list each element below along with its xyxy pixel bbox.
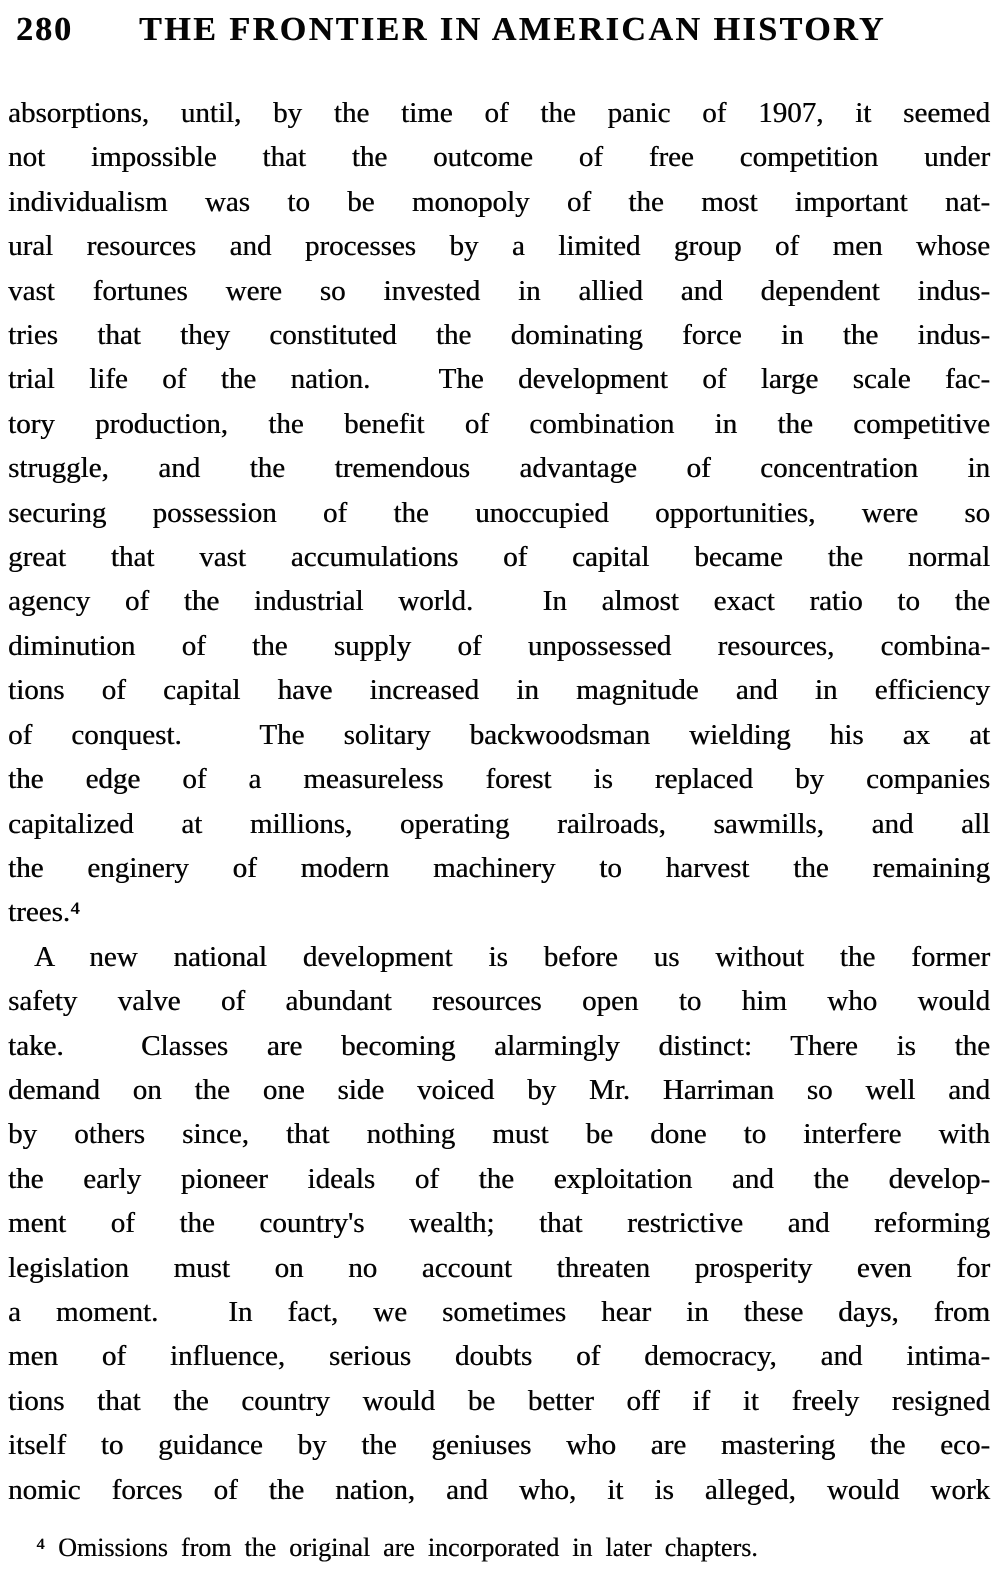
text-line: the edge of a measureless forest is replaced by companies — [8, 763, 990, 796]
body-text — [0, 91, 1000, 1512]
text-line: of conquest. The solitary backwoodsman wielding his ax at — [8, 718, 990, 751]
text-line: ment of the country's wealth; that restrictive and reforming — [8, 1207, 990, 1240]
footnote-text: ⁴ Omissions from the original are incorporated in later chapters. — [36, 1533, 758, 1562]
text-line: trial life of the nation. The development of large scale fac- — [8, 363, 990, 396]
text-line: absorptions, until, by the time of the panic of 1907, it seemed — [8, 97, 990, 129]
text-line: by others since, that nothing must be done to interfere with — [8, 1118, 990, 1151]
text-line: not impossible that the outcome of free competition under — [8, 141, 990, 174]
text-line: diminution of the supply of unpossessed resources, combina- — [8, 629, 990, 662]
text-line: agency of the industrial world. In almost exact ratio to the — [8, 585, 990, 618]
footnote — [0, 1532, 1000, 1564]
text-line: great that vast accumulations of capital became the normal — [8, 541, 990, 574]
text-line: tory production, the benefit of combination in the competitive — [8, 407, 990, 440]
text-line: A new national development is before us without the former — [34, 940, 990, 973]
text-line: the enginery of modern machinery to harvest the remaining — [8, 851, 990, 884]
text-line: safety valve of abundant resources open to him who would — [8, 985, 990, 1018]
text-line: struggle, and the tremendous advantage of concentration in — [8, 452, 990, 485]
page-number: 280 — [16, 11, 73, 48]
text-line: capitalized at millions, operating railroads, sawmills, and all — [8, 807, 990, 840]
text-line: individualism was to be monopoly of the most important nat- — [8, 185, 990, 218]
text-line: demand on the one side voiced by Mr. Harriman so well and — [8, 1073, 990, 1106]
text-line: take. Classes are becoming alarmingly distinct: There is the — [8, 1029, 990, 1062]
text-line: a moment. In fact, we sometimes hear in these days, from — [8, 1295, 990, 1328]
text-line: tions of capital have increased in magnitude and in efficiency — [8, 674, 990, 707]
text-line: men of influence, serious doubts of democracy, and intima- — [8, 1340, 990, 1373]
paragraph-1 — [8, 91, 990, 935]
text-line: itself to guidance by the geniuses who are mastering the eco- — [8, 1429, 990, 1462]
text-line: tions that the country would be better off if it freely resigned — [8, 1384, 990, 1417]
text-line: trees.⁴ — [8, 896, 81, 929]
text-line: nomic forces of the nation, and who, it is alleged, would work — [8, 1473, 990, 1506]
running-header — [0, 0, 1000, 50]
text-line: legislation must on no account threaten prosperity even for — [8, 1251, 990, 1284]
text-line: tries that they constituted the dominating force in the indus- — [8, 319, 990, 352]
text-line: securing possession of the unoccupied opportunities, were so — [8, 496, 990, 529]
running-title: THE FRONTIER IN AMERICAN HISTORY — [139, 11, 886, 48]
paragraph-2 — [8, 935, 990, 1512]
text-line: vast fortunes were so invested in allied and dependent indus- — [8, 274, 990, 307]
text-line: the early pioneer ideals of the exploitation and the develop- — [8, 1162, 990, 1195]
text-line: ural resources and processes by a limited group of men whose — [8, 230, 990, 263]
